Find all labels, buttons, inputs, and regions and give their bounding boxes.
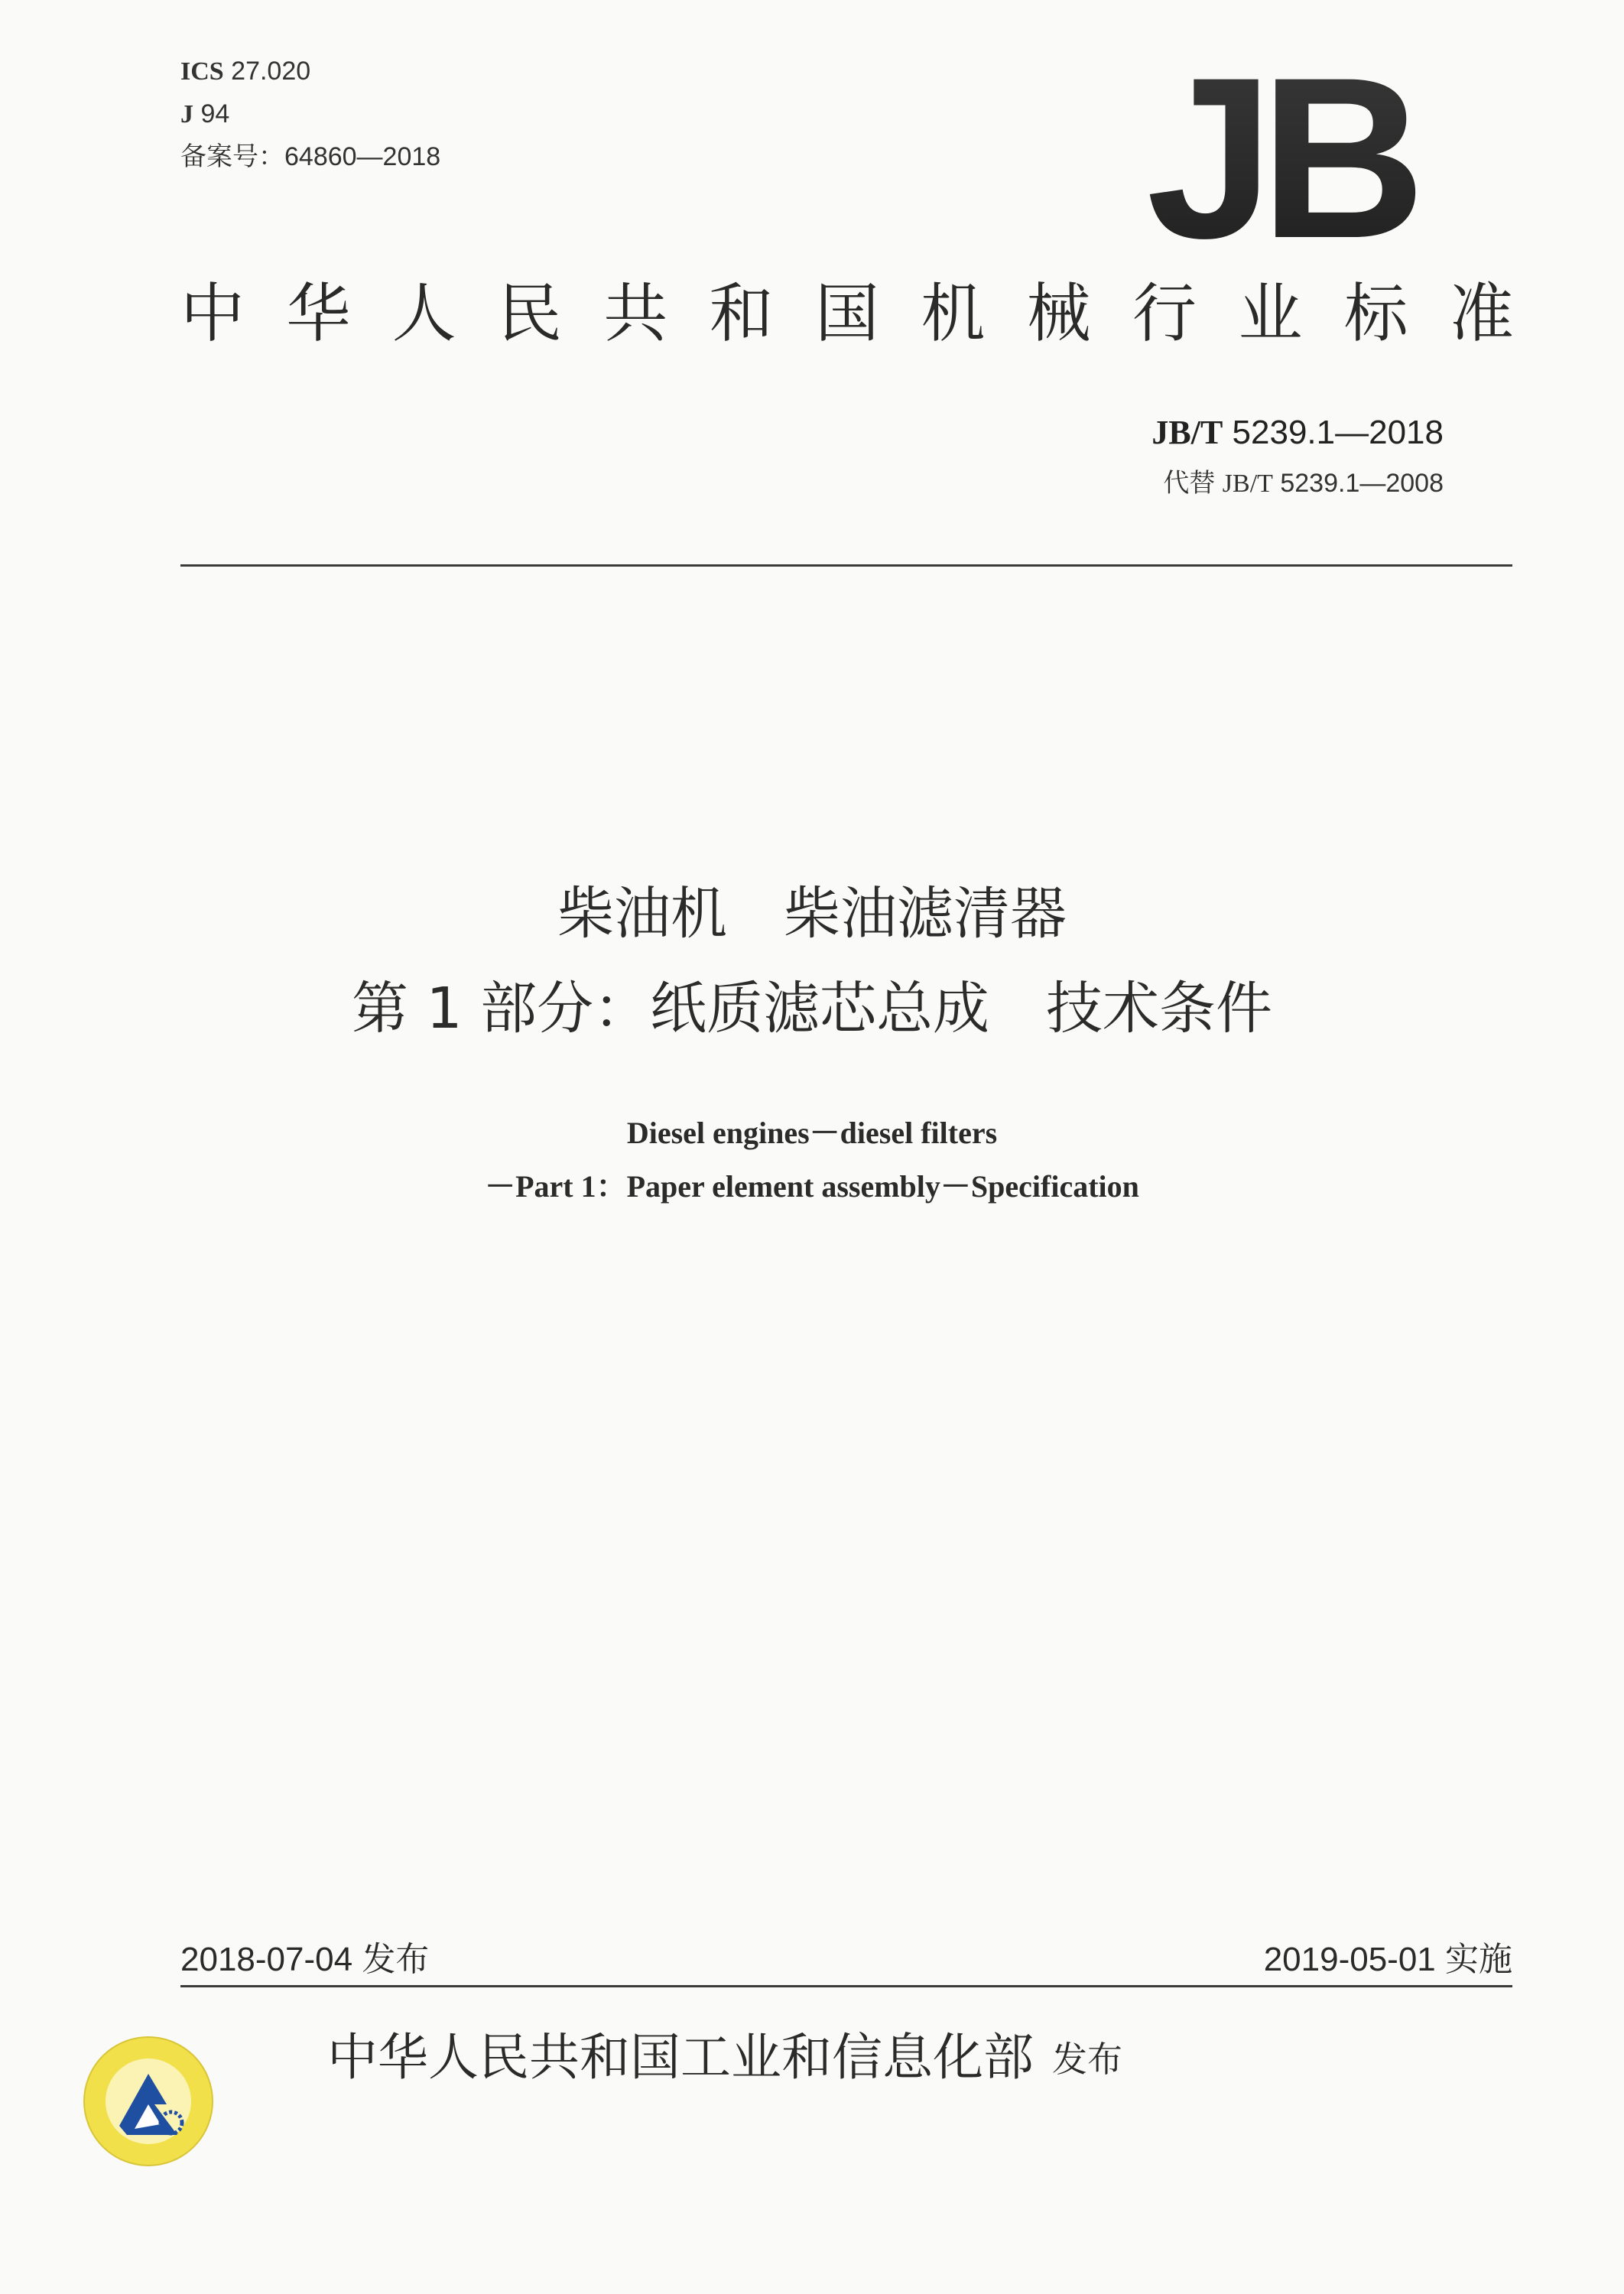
publisher-seal-icon bbox=[81, 2034, 216, 2169]
filing-label: 备案号： bbox=[180, 142, 284, 171]
effective-date-label: 实施 bbox=[1445, 1941, 1512, 1978]
effective-date-value: 2019-05-01 bbox=[1263, 1941, 1436, 1978]
class-prefix: J bbox=[180, 100, 193, 128]
title-en-line-2: －Part 1：Paper element assembly－Specification bbox=[485, 1169, 1139, 1204]
issue-date-label: 发布 bbox=[362, 1941, 430, 1978]
standard-number-value: 5239.1—2018 bbox=[1232, 414, 1444, 451]
issue-date-value: 2018-07-04 bbox=[180, 1941, 353, 1978]
title-cn-line-1: 柴油机 柴油滤清器 bbox=[557, 881, 1067, 947]
title-en-line-1: Diesel engines－diesel filters bbox=[626, 1116, 998, 1150]
filing-number bbox=[180, 144, 440, 170]
replaced-standard bbox=[1163, 462, 1444, 499]
bottom-divider bbox=[180, 1985, 1512, 1987]
logo-text: JB bbox=[1146, 54, 1412, 260]
ics-prefix: ICS bbox=[180, 57, 224, 86]
filing-value: 64860—2018 bbox=[284, 142, 441, 171]
ics-code bbox=[180, 58, 310, 85]
replaces-number: 5239.1—2008 bbox=[1280, 469, 1444, 498]
issue-date bbox=[180, 1932, 429, 1980]
top-divider bbox=[180, 564, 1512, 567]
publisher bbox=[327, 2028, 1122, 2087]
title-cn-line-2: 第 1 部分：纸质滤芯总成 技术条件 bbox=[351, 976, 1273, 1041]
publisher-name: 中华人民共和国工业和信息化部 bbox=[327, 2028, 1034, 2087]
classification-code bbox=[180, 101, 229, 128]
class-value: 94 bbox=[200, 99, 230, 128]
standard-category-title: 中华人民共和国机械行业标准 bbox=[180, 276, 1514, 351]
replaces-prefix: JB/T bbox=[1222, 470, 1273, 498]
standard-number-prefix: JB/T bbox=[1151, 414, 1223, 451]
jb-logo bbox=[1122, 54, 1436, 260]
ics-value: 27.020 bbox=[231, 57, 311, 86]
standard-number bbox=[1151, 413, 1444, 452]
effective-date bbox=[1264, 1932, 1512, 1980]
publisher-suffix: 发布 bbox=[1052, 2039, 1122, 2080]
replaces-label: 代替 bbox=[1163, 469, 1216, 498]
